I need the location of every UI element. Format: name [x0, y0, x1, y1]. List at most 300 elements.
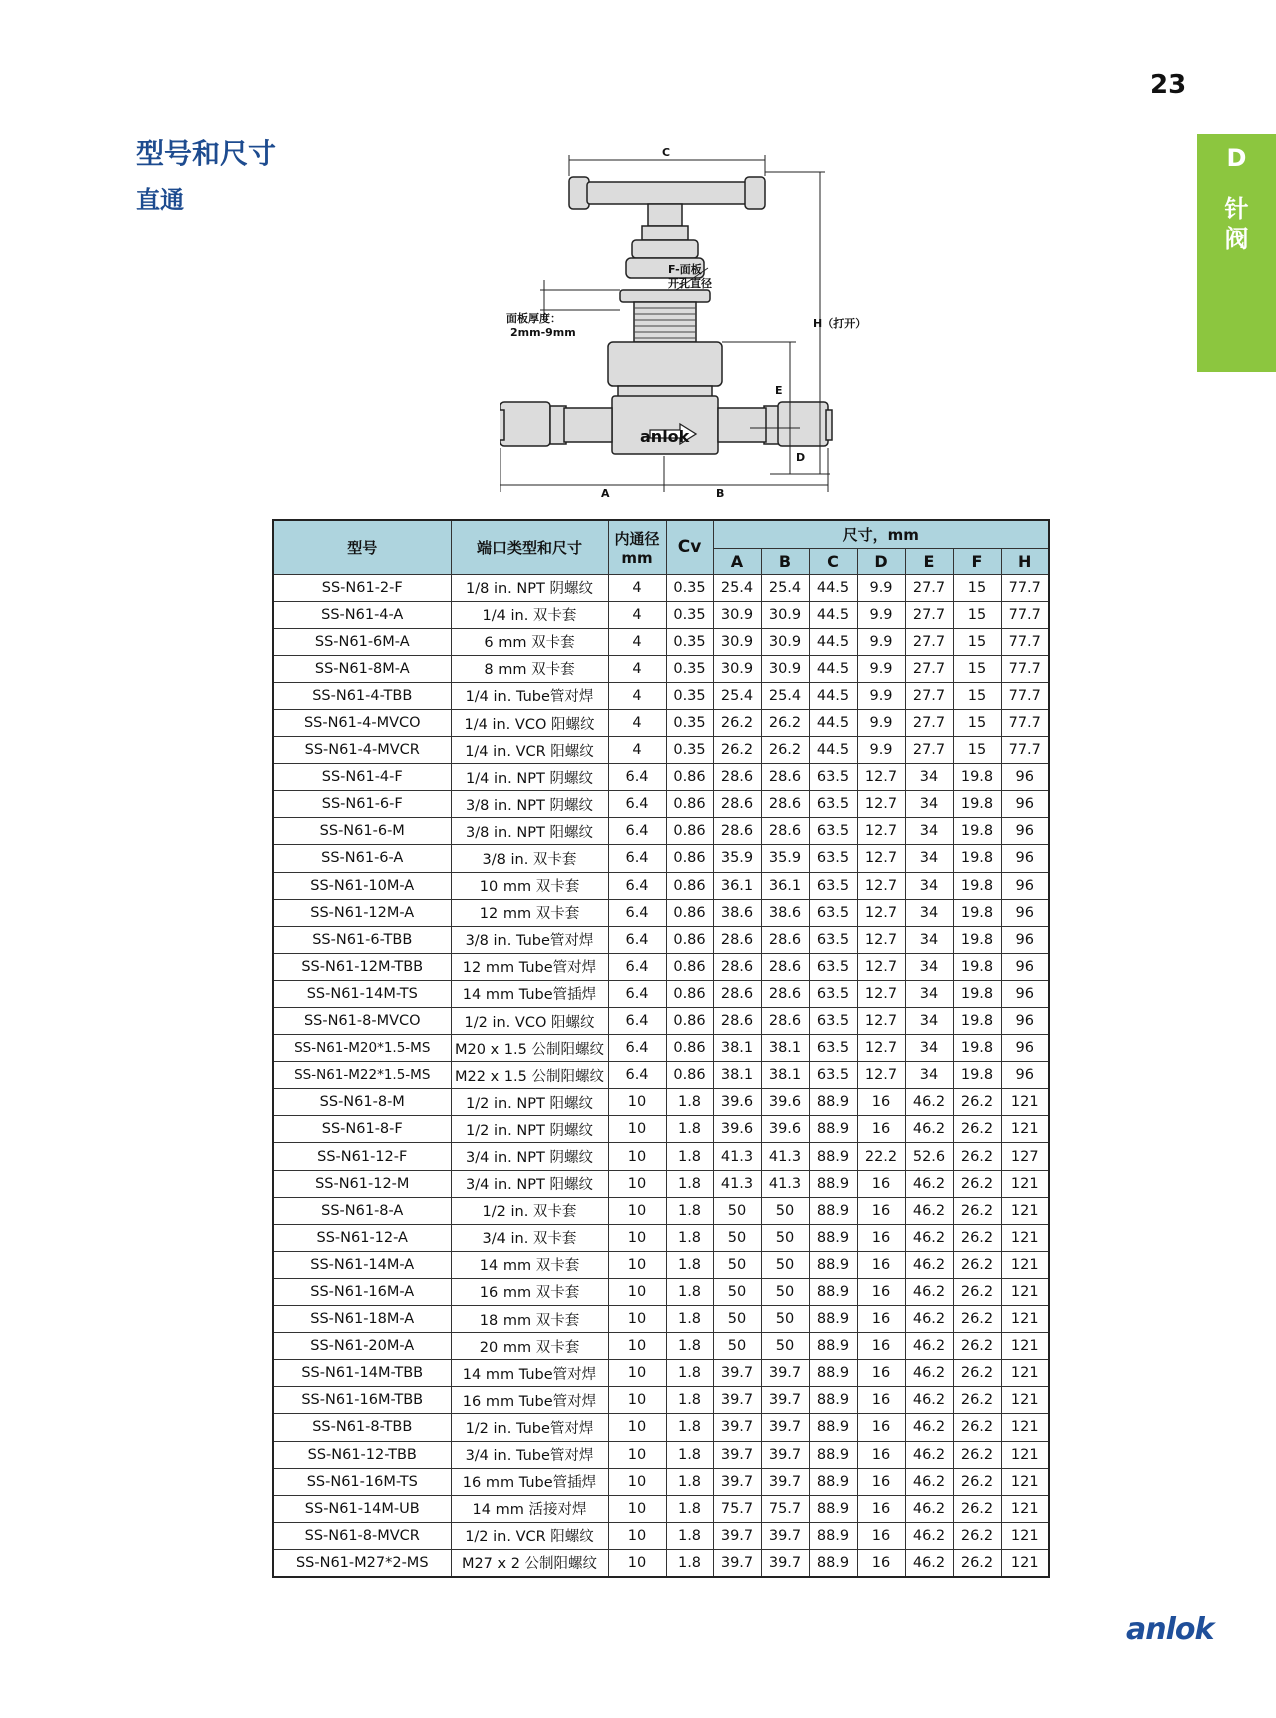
- cell-d: 9.9: [857, 601, 905, 628]
- cell-h: 121: [1001, 1522, 1049, 1549]
- cell-model: SS-N61-8-MVCO: [273, 1008, 451, 1035]
- cell-bore: 6.4: [608, 872, 666, 899]
- cell-f: 19.8: [953, 1062, 1001, 1089]
- cell-e: 46.2: [905, 1197, 953, 1224]
- cell-cv: 1.8: [666, 1441, 713, 1468]
- cell-d: 12.7: [857, 764, 905, 791]
- panel-thickness-line1: 面板厚度：: [506, 312, 561, 325]
- cell-port: 16 mm Tube管插焊: [451, 1468, 608, 1495]
- cell-bore: 10: [608, 1387, 666, 1414]
- table-row: [273, 1333, 1049, 1360]
- cell-d: 16: [857, 1170, 905, 1197]
- cell-bore: 4: [608, 655, 666, 682]
- cell-h: 96: [1001, 1008, 1049, 1035]
- cell-e: 46.2: [905, 1278, 953, 1305]
- cell-a: 30.9: [713, 601, 761, 628]
- cell-b: 30.9: [761, 655, 809, 682]
- cell-e: 46.2: [905, 1441, 953, 1468]
- table-row: [273, 1278, 1049, 1305]
- table-row: [273, 1143, 1049, 1170]
- cell-cv: 1.8: [666, 1468, 713, 1495]
- cell-a: 39.7: [713, 1360, 761, 1387]
- cell-port: 3/8 in. NPT 阴螺纹: [451, 791, 608, 818]
- cell-e: 46.2: [905, 1495, 953, 1522]
- table-row: [273, 1251, 1049, 1278]
- cell-h: 121: [1001, 1170, 1049, 1197]
- cell-cv: 1.8: [666, 1224, 713, 1251]
- cell-model: SS-N61-12M-A: [273, 899, 451, 926]
- cell-h: 96: [1001, 845, 1049, 872]
- cell-b: 26.2: [761, 709, 809, 736]
- cell-e: 34: [905, 953, 953, 980]
- table-row: [273, 1035, 1049, 1062]
- cell-b: 41.3: [761, 1143, 809, 1170]
- cell-a: 41.3: [713, 1143, 761, 1170]
- cell-f: 26.2: [953, 1170, 1001, 1197]
- table-row: [273, 709, 1049, 736]
- cell-e: 34: [905, 1008, 953, 1035]
- cell-d: 16: [857, 1522, 905, 1549]
- cell-h: 77.7: [1001, 709, 1049, 736]
- cell-h: 96: [1001, 926, 1049, 953]
- cell-model: SS-N61-8-A: [273, 1197, 451, 1224]
- cell-a: 26.2: [713, 737, 761, 764]
- cell-bore: 4: [608, 628, 666, 655]
- left-fitting-nut: [500, 402, 550, 446]
- cell-f: 26.2: [953, 1306, 1001, 1333]
- cell-cv: 0.86: [666, 764, 713, 791]
- table-row: [273, 1414, 1049, 1441]
- cell-h: 96: [1001, 791, 1049, 818]
- cell-h: 121: [1001, 1333, 1049, 1360]
- table-row: [273, 1306, 1049, 1333]
- cell-a: 39.7: [713, 1522, 761, 1549]
- cell-h: 77.7: [1001, 628, 1049, 655]
- cell-d: 12.7: [857, 845, 905, 872]
- cell-d: 9.9: [857, 628, 905, 655]
- cell-c: 88.9: [809, 1251, 857, 1278]
- cell-c: 88.9: [809, 1197, 857, 1224]
- cell-cv: 1.8: [666, 1089, 713, 1116]
- cell-f: 26.2: [953, 1441, 1001, 1468]
- cell-cv: 1.8: [666, 1197, 713, 1224]
- right-tube-end: [826, 410, 832, 440]
- cell-d: 9.9: [857, 682, 905, 709]
- table-row: [273, 1197, 1049, 1224]
- cell-port: 20 mm 双卡套: [451, 1333, 608, 1360]
- cell-e: 46.2: [905, 1251, 953, 1278]
- cell-f: 26.2: [953, 1495, 1001, 1522]
- table-row: [273, 737, 1049, 764]
- table-row: [273, 628, 1049, 655]
- cell-c: 88.9: [809, 1333, 857, 1360]
- panel-thickness-line2: 2mm-9mm: [510, 326, 576, 339]
- cell-f: 26.2: [953, 1549, 1001, 1577]
- cell-d: 12.7: [857, 899, 905, 926]
- cell-bore: 6.4: [608, 899, 666, 926]
- cell-bore: 10: [608, 1495, 666, 1522]
- cell-port: M27 x 2 公制阳螺纹: [451, 1549, 608, 1577]
- cell-c: 63.5: [809, 764, 857, 791]
- cell-model: SS-N61-2-F: [273, 574, 451, 601]
- cell-e: 27.7: [905, 655, 953, 682]
- header-dim-d: D: [857, 548, 905, 574]
- cell-b: 50: [761, 1197, 809, 1224]
- cell-h: 121: [1001, 1251, 1049, 1278]
- cell-a: 50: [713, 1333, 761, 1360]
- cell-c: 88.9: [809, 1387, 857, 1414]
- cell-c: 63.5: [809, 980, 857, 1007]
- cell-a: 28.6: [713, 1008, 761, 1035]
- cell-d: 16: [857, 1495, 905, 1522]
- cell-c: 88.9: [809, 1441, 857, 1468]
- stem: [648, 204, 682, 226]
- cell-b: 50: [761, 1306, 809, 1333]
- cell-model: SS-N61-6-F: [273, 791, 451, 818]
- header-dim-h: H: [1001, 548, 1049, 574]
- cell-bore: 10: [608, 1197, 666, 1224]
- cell-bore: 4: [608, 574, 666, 601]
- cell-e: 27.7: [905, 574, 953, 601]
- cell-h: 96: [1001, 872, 1049, 899]
- cell-cv: 0.86: [666, 872, 713, 899]
- cell-b: 30.9: [761, 628, 809, 655]
- table-row: [273, 953, 1049, 980]
- cell-e: 27.7: [905, 682, 953, 709]
- table-row: [273, 574, 1049, 601]
- cell-f: 19.8: [953, 845, 1001, 872]
- table-row: [273, 872, 1049, 899]
- cell-cv: 1.8: [666, 1360, 713, 1387]
- cell-f: 15: [953, 601, 1001, 628]
- table-row: [273, 655, 1049, 682]
- cell-port: 3/4 in. NPT 阴螺纹: [451, 1143, 608, 1170]
- cell-e: 46.2: [905, 1116, 953, 1143]
- cell-a: 38.1: [713, 1035, 761, 1062]
- page-subtitle: 直通: [136, 186, 184, 214]
- cell-bore: 10: [608, 1549, 666, 1577]
- table-row: [273, 1089, 1049, 1116]
- cell-h: 77.7: [1001, 601, 1049, 628]
- cell-model: SS-N61-14M-TBB: [273, 1360, 451, 1387]
- cell-e: 34: [905, 926, 953, 953]
- cell-e: 34: [905, 764, 953, 791]
- cell-h: 77.7: [1001, 737, 1049, 764]
- page-number: 23: [1150, 70, 1187, 100]
- cell-model: SS-N61-4-F: [273, 764, 451, 791]
- cell-port: M20 x 1.5 公制阳螺纹: [451, 1035, 608, 1062]
- cell-model: SS-N61-6-M: [273, 818, 451, 845]
- cell-port: 10 mm 双卡套: [451, 872, 608, 899]
- cell-model: SS-N61-12-A: [273, 1224, 451, 1251]
- cell-bore: 4: [608, 682, 666, 709]
- cell-a: 39.7: [713, 1414, 761, 1441]
- cell-model: SS-N61-20M-A: [273, 1333, 451, 1360]
- cell-e: 34: [905, 872, 953, 899]
- table-row: [273, 1468, 1049, 1495]
- cell-port: M22 x 1.5 公制阳螺纹: [451, 1062, 608, 1089]
- cell-bore: 6.4: [608, 1035, 666, 1062]
- cell-b: 39.7: [761, 1360, 809, 1387]
- cell-b: 50: [761, 1333, 809, 1360]
- cell-a: 35.9: [713, 845, 761, 872]
- cell-cv: 1.8: [666, 1414, 713, 1441]
- header-dim-e: E: [905, 548, 953, 574]
- cell-a: 39.7: [713, 1468, 761, 1495]
- cell-d: 12.7: [857, 872, 905, 899]
- bonnet-upper: [632, 240, 698, 258]
- cell-d: 12.7: [857, 791, 905, 818]
- handle-right-knob: [745, 177, 765, 209]
- cell-f: 15: [953, 682, 1001, 709]
- cell-b: 26.2: [761, 737, 809, 764]
- cell-port: 3/4 in. NPT 阳螺纹: [451, 1170, 608, 1197]
- cell-port: 3/8 in. Tube管对焊: [451, 926, 608, 953]
- cell-a: 25.4: [713, 574, 761, 601]
- section-tab: [1197, 134, 1276, 372]
- cell-bore: 4: [608, 709, 666, 736]
- cell-port: 1/2 in. VCR 阳螺纹: [451, 1522, 608, 1549]
- cell-f: 26.2: [953, 1387, 1001, 1414]
- table-row: [273, 682, 1049, 709]
- table-row: [273, 1387, 1049, 1414]
- dim-label-f-line2: 开孔直径: [668, 277, 712, 290]
- cell-port: 3/8 in. 双卡套: [451, 845, 608, 872]
- cell-model: SS-N61-4-MVCO: [273, 709, 451, 736]
- cell-bore: 10: [608, 1170, 666, 1197]
- cell-model: SS-N61-8-F: [273, 1116, 451, 1143]
- cell-c: 63.5: [809, 845, 857, 872]
- cell-b: 39.7: [761, 1387, 809, 1414]
- cell-c: 44.5: [809, 737, 857, 764]
- header-dim-a: A: [713, 548, 761, 574]
- cell-model: SS-N61-16M-TBB: [273, 1387, 451, 1414]
- cell-b: 28.6: [761, 953, 809, 980]
- cell-h: 96: [1001, 1062, 1049, 1089]
- header-cv: Cv: [666, 520, 713, 574]
- cell-b: 50: [761, 1224, 809, 1251]
- cell-port: 12 mm Tube管对焊: [451, 953, 608, 980]
- cell-d: 16: [857, 1468, 905, 1495]
- header-dimensions: 尺寸，mm: [713, 520, 1049, 548]
- brand-logo: anlok: [1126, 1612, 1214, 1647]
- cell-f: 26.2: [953, 1089, 1001, 1116]
- cell-b: 30.9: [761, 601, 809, 628]
- panel-nut: [620, 290, 710, 302]
- valve-dimension-diagram: [500, 140, 900, 510]
- table-row: [273, 1549, 1049, 1577]
- cell-f: 26.2: [953, 1360, 1001, 1387]
- cell-c: 63.5: [809, 1035, 857, 1062]
- cell-f: 26.2: [953, 1224, 1001, 1251]
- cell-h: 121: [1001, 1549, 1049, 1577]
- stem-collar: [642, 226, 688, 240]
- cell-bore: 10: [608, 1224, 666, 1251]
- cell-port: 1/4 in. VCR 阳螺纹: [451, 737, 608, 764]
- cell-bore: 6.4: [608, 1062, 666, 1089]
- cell-bore: 6.4: [608, 791, 666, 818]
- cell-model: SS-N61-12M-TBB: [273, 953, 451, 980]
- cell-cv: 1.8: [666, 1143, 713, 1170]
- cell-h: 77.7: [1001, 655, 1049, 682]
- cell-model: SS-N61-M20*1.5-MS: [273, 1035, 451, 1062]
- table-row: [273, 1116, 1049, 1143]
- cell-f: 26.2: [953, 1522, 1001, 1549]
- header-dim-b: B: [761, 548, 809, 574]
- cell-bore: 10: [608, 1360, 666, 1387]
- cell-cv: 0.35: [666, 709, 713, 736]
- cell-c: 44.5: [809, 682, 857, 709]
- table-row: [273, 899, 1049, 926]
- cell-e: 34: [905, 845, 953, 872]
- cell-f: 26.2: [953, 1251, 1001, 1278]
- cell-bore: 10: [608, 1251, 666, 1278]
- cell-port: 6 mm 双卡套: [451, 628, 608, 655]
- table-row: [273, 1360, 1049, 1387]
- cell-port: 8 mm 双卡套: [451, 655, 608, 682]
- cell-bore: 6.4: [608, 980, 666, 1007]
- cell-cv: 0.35: [666, 574, 713, 601]
- section-letter: D: [1226, 144, 1247, 172]
- cell-f: 19.8: [953, 953, 1001, 980]
- cell-port: 3/4 in. Tube管对焊: [451, 1441, 608, 1468]
- cell-h: 96: [1001, 899, 1049, 926]
- cell-e: 46.2: [905, 1360, 953, 1387]
- cell-a: 75.7: [713, 1495, 761, 1522]
- cell-e: 46.2: [905, 1306, 953, 1333]
- cell-port: 1/2 in. VCO 阳螺纹: [451, 1008, 608, 1035]
- cell-c: 88.9: [809, 1116, 857, 1143]
- cell-b: 28.6: [761, 980, 809, 1007]
- page-title: 型号和尺寸: [136, 137, 277, 170]
- cell-bore: 6.4: [608, 926, 666, 953]
- cell-port: 1/4 in. 双卡套: [451, 601, 608, 628]
- cell-e: 27.7: [905, 737, 953, 764]
- cell-f: 26.2: [953, 1143, 1001, 1170]
- cell-cv: 0.35: [666, 682, 713, 709]
- cell-f: 19.8: [953, 1035, 1001, 1062]
- dim-label-e: E: [775, 384, 783, 397]
- cell-f: 26.2: [953, 1414, 1001, 1441]
- cell-bore: 10: [608, 1468, 666, 1495]
- cell-bore: 10: [608, 1333, 666, 1360]
- cell-e: 46.2: [905, 1170, 953, 1197]
- cell-b: 28.6: [761, 1008, 809, 1035]
- dim-label-h: H（打开）: [813, 317, 867, 330]
- cell-d: 12.7: [857, 980, 905, 1007]
- cell-a: 39.7: [713, 1387, 761, 1414]
- cell-d: 12.7: [857, 953, 905, 980]
- cell-bore: 4: [608, 737, 666, 764]
- cell-model: SS-N61-4-TBB: [273, 682, 451, 709]
- section-category: 针阀: [1224, 195, 1249, 253]
- table-row: [273, 845, 1049, 872]
- cell-model: SS-N61-14M-UB: [273, 1495, 451, 1522]
- cell-a: 28.6: [713, 791, 761, 818]
- cell-model: SS-N61-8-TBB: [273, 1414, 451, 1441]
- dim-label-d: D: [796, 451, 806, 464]
- cell-cv: 1.8: [666, 1278, 713, 1305]
- cell-c: 88.9: [809, 1468, 857, 1495]
- cell-e: 27.7: [905, 628, 953, 655]
- cell-e: 46.2: [905, 1414, 953, 1441]
- cell-c: 63.5: [809, 1008, 857, 1035]
- cell-h: 121: [1001, 1306, 1049, 1333]
- cell-bore: 10: [608, 1089, 666, 1116]
- cell-c: 88.9: [809, 1522, 857, 1549]
- cell-d: 16: [857, 1387, 905, 1414]
- cell-f: 19.8: [953, 818, 1001, 845]
- cell-b: 39.7: [761, 1522, 809, 1549]
- cell-f: 19.8: [953, 926, 1001, 953]
- cell-model: SS-N61-6M-A: [273, 628, 451, 655]
- cell-port: 1/4 in. NPT 阴螺纹: [451, 764, 608, 791]
- cell-h: 121: [1001, 1441, 1049, 1468]
- cell-cv: 1.8: [666, 1333, 713, 1360]
- cell-bore: 10: [608, 1414, 666, 1441]
- cell-e: 34: [905, 899, 953, 926]
- cell-h: 121: [1001, 1224, 1049, 1251]
- cell-c: 88.9: [809, 1224, 857, 1251]
- table-row: [273, 601, 1049, 628]
- cell-cv: 1.8: [666, 1522, 713, 1549]
- cell-cv: 0.86: [666, 980, 713, 1007]
- cell-d: 12.7: [857, 1035, 905, 1062]
- cell-model: SS-N61-12-F: [273, 1143, 451, 1170]
- cell-h: 121: [1001, 1116, 1049, 1143]
- cell-c: 88.9: [809, 1089, 857, 1116]
- cell-h: 121: [1001, 1495, 1049, 1522]
- cell-port: 1/2 in. Tube管对焊: [451, 1414, 608, 1441]
- cell-e: 34: [905, 791, 953, 818]
- cell-b: 50: [761, 1278, 809, 1305]
- cell-b: 38.1: [761, 1035, 809, 1062]
- cell-h: 121: [1001, 1414, 1049, 1441]
- cell-f: 26.2: [953, 1197, 1001, 1224]
- cell-a: 39.7: [713, 1441, 761, 1468]
- dim-label-b: B: [716, 487, 725, 500]
- cell-f: 15: [953, 628, 1001, 655]
- cell-d: 9.9: [857, 574, 905, 601]
- cell-cv: 1.8: [666, 1549, 713, 1577]
- cell-cv: 0.86: [666, 926, 713, 953]
- cell-model: SS-N61-4-A: [273, 601, 451, 628]
- cell-model: SS-N61-14M-A: [273, 1251, 451, 1278]
- header-model: 型号: [273, 520, 451, 574]
- cell-h: 96: [1001, 980, 1049, 1007]
- cell-e: 34: [905, 1035, 953, 1062]
- cell-a: 28.6: [713, 953, 761, 980]
- cell-c: 88.9: [809, 1306, 857, 1333]
- header-port: 端口类型和尺寸: [451, 520, 608, 574]
- cell-a: 50: [713, 1306, 761, 1333]
- cell-bore: 10: [608, 1116, 666, 1143]
- cell-b: 25.4: [761, 682, 809, 709]
- cell-cv: 0.86: [666, 845, 713, 872]
- cell-d: 16: [857, 1278, 905, 1305]
- cell-b: 28.6: [761, 926, 809, 953]
- cell-bore: 10: [608, 1522, 666, 1549]
- cell-f: 19.8: [953, 764, 1001, 791]
- cell-b: 28.6: [761, 764, 809, 791]
- cell-f: 19.8: [953, 980, 1001, 1007]
- body-right-port: [718, 408, 766, 442]
- table-row: [273, 1062, 1049, 1089]
- cell-port: 14 mm 活接对焊: [451, 1495, 608, 1522]
- cell-b: 28.6: [761, 791, 809, 818]
- cell-e: 52.6: [905, 1143, 953, 1170]
- cell-a: 50: [713, 1197, 761, 1224]
